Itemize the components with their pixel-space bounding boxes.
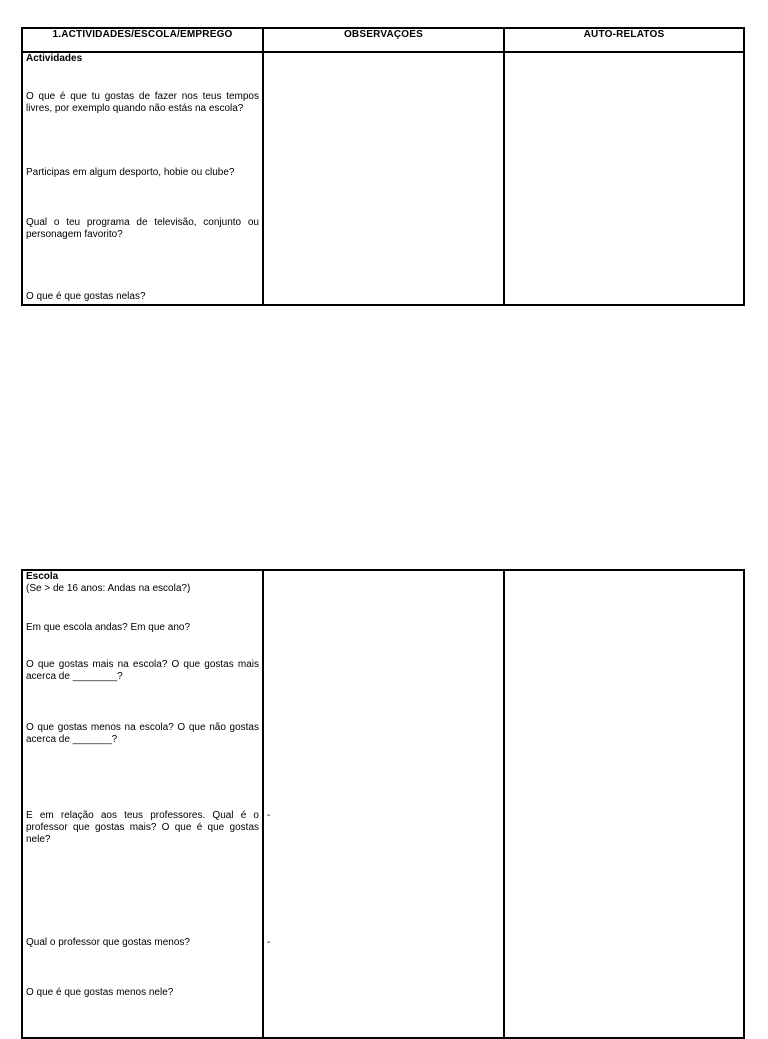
section-title-school: Escola [26, 571, 59, 582]
question-what-you-like: O que é que gostas nelas? [26, 291, 146, 302]
column-divider [262, 29, 264, 304]
header-observations: OBSERVAÇOES [343, 29, 424, 40]
observation-mark: - [267, 810, 271, 821]
question-favorite-teacher: E em relação aos teus professores. Qual é o professor que gostas mais? O que é que gostas nele? [26, 810, 259, 845]
column-divider [503, 29, 505, 304]
school-age-note: (Se > de 16 anos: Andas na escola?) [26, 583, 191, 594]
question-tv-favorite: Qual o teu programa de televisão, conjunto ou personagem favorito? [26, 217, 259, 240]
question-dislike-teacher: O que é que gostas menos nele? [26, 987, 174, 998]
observation-mark: - [267, 937, 271, 948]
column-divider [262, 571, 264, 1037]
question-like-least: O que gostas menos na escola? O que não gostas acerca de _______? [26, 722, 259, 745]
question-sports: Participas em algum desporto, hobie ou clube? [26, 167, 235, 178]
question-which-school: Em que escola andas? Em que ano? [26, 622, 190, 633]
question-least-favorite-teacher: Qual o professor que gostas menos? [26, 937, 190, 948]
column-divider [503, 571, 505, 1037]
section-title-activities: Actividades [26, 53, 83, 64]
header-self-reports: AUTO-RELATOS [583, 29, 665, 40]
activities-table [21, 27, 745, 306]
header-activities: 1.ACTIVIDADES/ESCOLA/EMPREGO [52, 29, 233, 40]
school-table [21, 569, 745, 1039]
question-free-time: O que é que tu gostas de fazer nos teus tempos livres, por exemplo quando não estás na escola? [26, 91, 259, 114]
question-like-most: O que gostas mais na escola? O que gostas mais acerca de ________? [26, 659, 259, 682]
